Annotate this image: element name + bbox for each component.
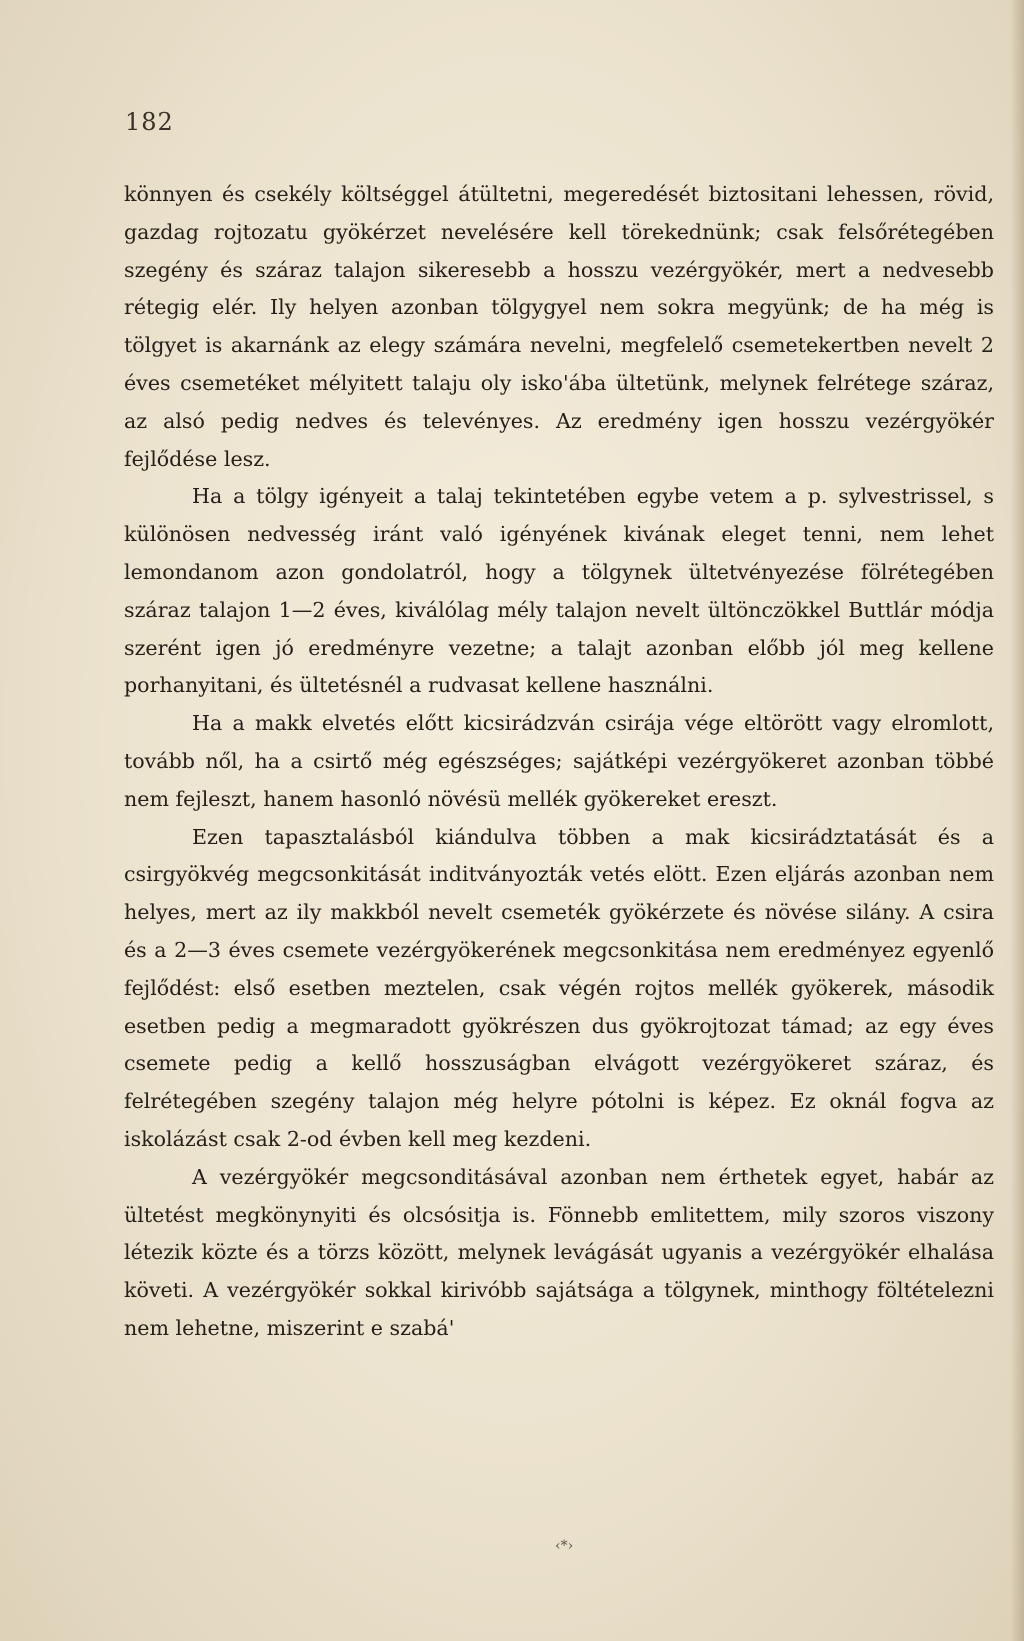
footer-ornament: ‹*› [555,1538,574,1554]
paragraph-3: Ha a makk elvetés előtt kicsirádzván csirája vége eltörött vagy elromlott, tovább nől, ha a csirtő még egészséges; sajátképi vezérgyökeret azonban többé nem fejleszt, hanem hasonló növésü mellék gyökereket ereszt. [124,711,994,811]
paragraph-1: könnyen és csekély költséggel átültetni, megeredését biztositani lehessen, rövid, gazdag rojtozatu gyökérzet nevelésére kell törekednünk; csak felsőrétegében szegény és száraz talajon sikeresebb a hosszu vezérgyökér, mert a nedvesebb rétegig elér. Ily helyen azonban tölgygyel nem sokra megyünk; de ha még is tölgyet is akarnánk az elegy számára nevelni, megfelelő csemetekertben nevelt 2 éves csemetéket mélyitett talaju oly isko'ába ültetünk, melynek felrétege száraz, az alsó pedig nedves és televényes. Az eredmény igen hosszu vezérgyökér fejlődése lesz. [124,182,994,471]
page-edge-shadow [1010,0,1024,1641]
body-text [124,176,994,1348]
paragraph-2: Ha a tölgy igényeit a talaj tekintetében egybe vetem a p. sylvestrissel, s különösen nedvesség iránt való igényének kivának eleget tenni, nem lehet lemondanom azon gondolatról, hogy a tölgynek ültetvényezése fölrétegében száraz talajon 1—2 éves, kiválólag mély talajon nevelt ültönczökkel Buttlár módja szerént igen jó eredményre vezetne; a talajt azonban előbb jól meg kellene porhanyitani, és ültetésnél a rudvasat kellene használni. [124,484,994,698]
paragraph-4: Ezen tapasztalásból kiándulva többen a mak kicsirádztatását és a csirgyökvég megcsonkitását inditványozták vetés elött. Ezen eljárás azonban nem helyes, mert az ily makkból nevelt csemeték gyökérzete és növése silány. A csira és a 2—3 éves csemete vezérgyökerének megcsonkitása nem eredményez egyenlő fejlődést: első esetben meztelen, csak végén rojtos mellék gyökerek, második esetben pedig a megmaradott gyökrészen dus gyökrojtozat támad; az egy éves csemete pedig a kellő hosszuságban elvágott vezérgyökeret száraz, és felrétegében szegény talajon még helyre pótolni is képez. Ez oknál fogva az iskolázást csak 2-od évben kell meg kezdeni. [124,824,994,1151]
paragraph-5: A vezérgyökér megcsonditásával azonban nem érthetek egyet, habár az ültetést megkönynyiti és olcsósitja is. Fönnebb emlitettem, mily szoros viszony létezik közte és a törzs között, melynek levágását ugyanis a vezérgyökér elhalása követi. A vezérgyökér sokkal kirivóbb sajátsága a tölgynek, minthogy föltételezni nem lehetne, miszerint e szabá' [124,1164,994,1340]
page-number: 182 [125,108,174,136]
